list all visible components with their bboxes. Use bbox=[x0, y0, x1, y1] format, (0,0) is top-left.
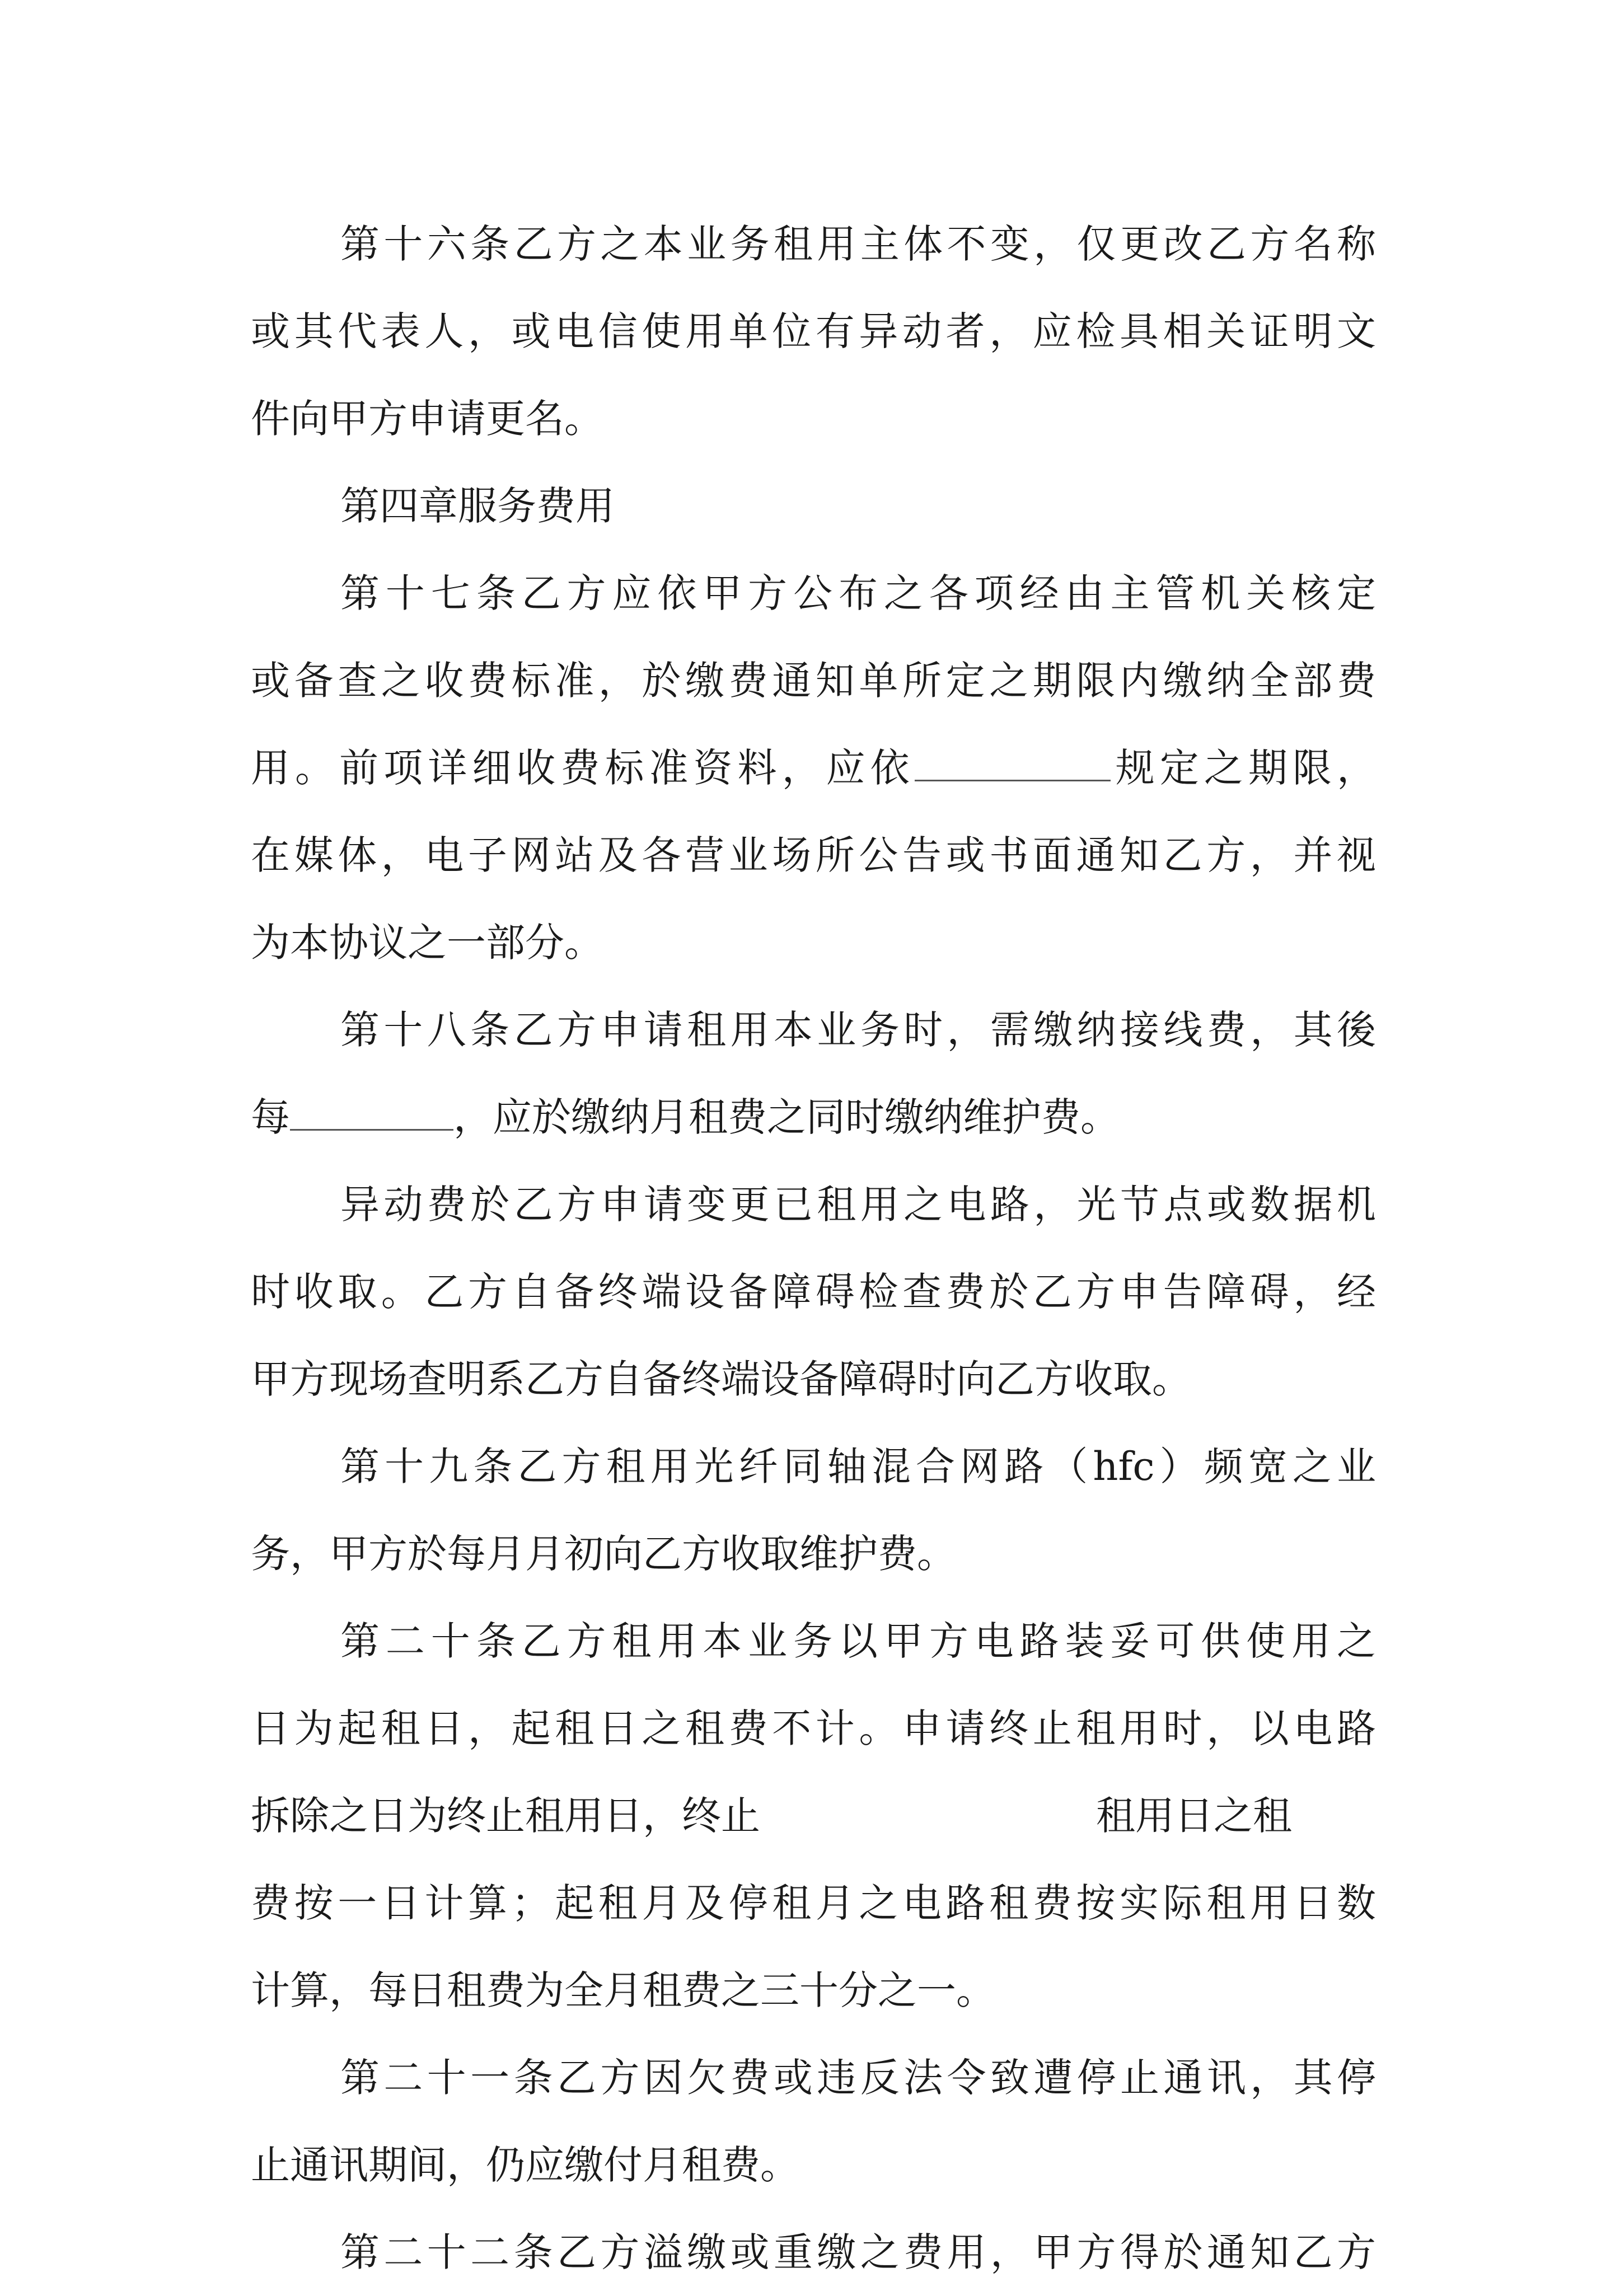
text-line: 或其代表人，或电信使用单位有异动者，应检具相关证明文 bbox=[251, 308, 1376, 354]
fill-in-blank bbox=[915, 745, 1111, 781]
text-line: 第二十条乙方租用本业务以甲方电路装妥可供使用之 bbox=[340, 1618, 1376, 1664]
section-heading: 第四章服务费用 bbox=[340, 483, 615, 529]
text-line: 第十八条乙方申请租用本业务时，需缴纳接线费，其後 bbox=[340, 1007, 1376, 1053]
text-line: 第二十一条乙方因欠费或违反法令致遭停止通讯，其停 bbox=[340, 2055, 1376, 2101]
text-line: 费按一日计算；起租月及停租月之电路租费按实际租用日数 bbox=[251, 1880, 1376, 1926]
text-line: 务，甲方於每月月初向乙方收取维护费。 bbox=[251, 1531, 956, 1577]
text-line: 计算，每日租费为全月租费之三十分之一。 bbox=[251, 1967, 995, 2013]
text-line: 在媒体，电子网站及各营业场所公告或书面通知乙方，并视 bbox=[251, 832, 1376, 878]
text-line: 第十九条乙方租用光纤同轴混合网路（hfc）频宽之业 bbox=[340, 1444, 1376, 1489]
text-line: 件向甲方申请更名。 bbox=[251, 396, 603, 442]
fill-in-blank bbox=[290, 1094, 453, 1131]
text-line: 异动费於乙方申请变更已租用之电路，光节点或数据机 bbox=[340, 1182, 1376, 1227]
text-line: 止通讯期间，仍应缴付月租费。 bbox=[251, 2142, 799, 2188]
text-line: 第二十二条乙方溢缴或重缴之费用，甲方得於通知乙方 bbox=[340, 2229, 1376, 2275]
text-line: 日为起租日，起租日之租费不计。申请终止租用时，以电路 bbox=[251, 1705, 1376, 1751]
text-line: 为本协议之一部分。 bbox=[251, 920, 603, 966]
text-line: 时收取。乙方自备终端设备障碍检查费於乙方申告障碍，经 bbox=[251, 1269, 1376, 1315]
text-line: 第十六条乙方之本业务租用主体不变，仅更改乙方名称 bbox=[340, 221, 1376, 267]
text-line: 第十七条乙方应依甲方公布之各项经由主管机关核定 bbox=[340, 570, 1376, 616]
text-line: 甲方现场查明系乙方自备终端设备障碍时向乙方收取。 bbox=[251, 1356, 1191, 1402]
text-line: 拆除之日为终止租用日，终止 租用日之租 bbox=[251, 1793, 1292, 1839]
text-line: 用。前项详细收费标准资料，应依 规定之期限， bbox=[251, 745, 1376, 791]
text-line: 或备查之收费标准，於缴费通知单所定之期限内缴纳全部费 bbox=[251, 658, 1376, 704]
text-line: 每 ，应於缴纳月租费之同时缴纳维护费。 bbox=[251, 1094, 1120, 1140]
